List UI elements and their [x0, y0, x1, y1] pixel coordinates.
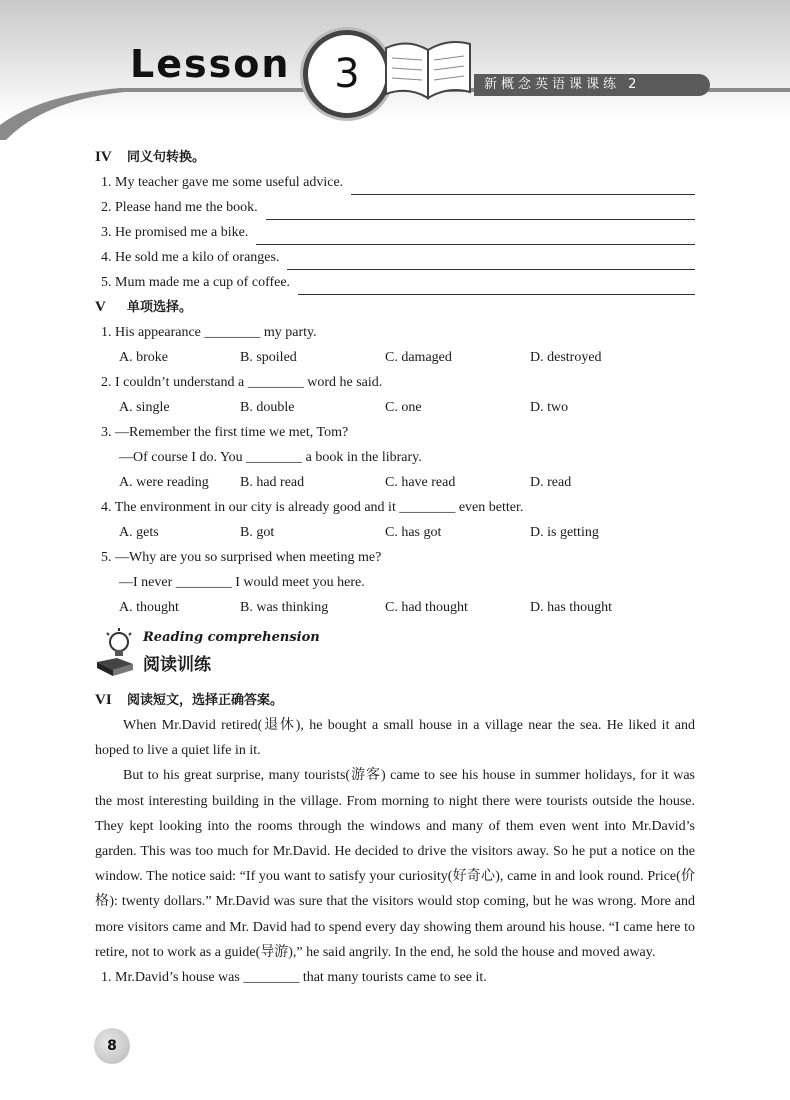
option-b[interactable]: B. was thinking: [240, 600, 329, 615]
question-stem: 4. The environment in our city is already good and it ________ even better.: [101, 500, 524, 515]
section-title: 阅读短文，选择正确答案。: [127, 693, 284, 708]
rewrite-sentence: 5. Mum made me a cup of coffee.: [101, 275, 291, 290]
passage-paragraph: When Mr.David retired(退休), he bought a small house in a village near the sea. He liked it and hoped to live a quiet life in it.: [95, 718, 695, 759]
reading-title-en: Reading comprehension: [143, 630, 320, 645]
option-row: [95, 345, 695, 370]
reading-passage: [95, 713, 695, 965]
question-3: [95, 420, 695, 495]
section-roman: VI: [95, 692, 112, 708]
option-c[interactable]: C. one: [385, 400, 422, 415]
option-a[interactable]: A. broke: [119, 350, 168, 365]
option-b[interactable]: B. spoiled: [240, 350, 297, 365]
option-a[interactable]: A. single: [119, 400, 170, 415]
option-d[interactable]: D. read: [530, 475, 572, 490]
question-1: [95, 320, 695, 370]
option-b[interactable]: B. got: [240, 525, 275, 540]
rewrite-item: [95, 220, 695, 245]
question-4: [95, 495, 695, 545]
section-roman: IV: [95, 149, 112, 165]
rewrite-sentence: 4. He sold me a kilo of oranges.: [101, 250, 280, 265]
option-a[interactable]: A. gets: [119, 525, 159, 540]
page-number: 8: [94, 1028, 130, 1064]
page-content: [95, 145, 695, 990]
option-c[interactable]: C. had thought: [385, 600, 468, 615]
question-stem: —Of course I do. You ________ a book in the library.: [119, 450, 422, 465]
reading-title-cn: 阅读训练: [143, 655, 211, 675]
answer-line[interactable]: [287, 252, 695, 270]
passage-paragraph: But to his great surprise, many tourists(游客) came to see his house in summer holidays, for it was the most interesting building in the village. From morning to night there were tourists outside the house. They kept looking into the rooms through the windows and many of them even went into Mr.David’s garden. This was too much for Mr.David. He decided to drive the visitors away. So he put a notice on the window. The notice said: “If you want to satisfy your curiosity(好奇心), came in and look round. Price(价格): twenty dollars.” Mr.David was sure that the visitors would stop coming, but he was wrong. More and more visitors came and Mr. David had to spend every day showing them around his house. “I came here to retire, not to work as a guide(导游),” he said angrily. In the end, he sold the house and moved away.: [95, 768, 695, 960]
option-d[interactable]: D. is getting: [530, 525, 599, 540]
section-v-heading: [95, 295, 695, 320]
section-roman: V: [95, 299, 106, 315]
series-title: 新概念英语课课练 2: [474, 74, 710, 96]
question-stem: 5. —Why are you so surprised when meeting me?: [101, 550, 382, 565]
option-b[interactable]: B. had read: [240, 475, 305, 490]
rewrite-item: [95, 170, 695, 195]
section-title: 单项选择。: [127, 300, 193, 315]
option-a[interactable]: A. thought: [119, 600, 179, 615]
page-header: [0, 0, 790, 140]
answer-line[interactable]: [298, 277, 695, 295]
answer-line[interactable]: [266, 202, 695, 220]
option-b[interactable]: B. double: [240, 400, 295, 415]
open-book-icon: [378, 36, 478, 106]
option-row: [95, 595, 695, 620]
option-row: [95, 470, 695, 495]
question-stem: —I never ________ I would meet you here.: [119, 575, 365, 590]
rewrite-sentence: 2. Please hand me the book.: [101, 200, 258, 215]
lesson-label: Lesson: [130, 42, 291, 86]
option-c[interactable]: C. has got: [385, 525, 442, 540]
rewrite-sentence: 3. He promised me a bike.: [101, 225, 249, 240]
rewrite-item: [95, 270, 695, 295]
rewrite-item: [95, 195, 695, 220]
section-iv-heading: [95, 145, 695, 170]
question-stem: 3. —Remember the first time we met, Tom?: [101, 425, 349, 440]
question-stem: 2. I couldn’t understand a ________ word he said.: [101, 375, 383, 390]
question-2: [95, 370, 695, 420]
option-d[interactable]: D. two: [530, 400, 569, 415]
question-stem: 1. His appearance ________ my party.: [101, 325, 317, 340]
option-a[interactable]: A. were reading: [119, 475, 209, 490]
option-row: [95, 520, 695, 545]
lesson-number-badge: 3: [303, 30, 391, 118]
lightbulb-book-icon: [95, 628, 135, 680]
option-c[interactable]: C. have read: [385, 475, 456, 490]
question-5: [95, 545, 695, 620]
rewrite-sentence: 1. My teacher gave me some useful advice.: [101, 175, 344, 190]
answer-line[interactable]: [256, 227, 695, 245]
option-row: [95, 395, 695, 420]
option-d[interactable]: D. destroyed: [530, 350, 602, 365]
reading-comprehension-banner: [95, 628, 695, 688]
option-c[interactable]: C. damaged: [385, 350, 452, 365]
answer-line[interactable]: [351, 177, 695, 195]
rewrite-item: [95, 245, 695, 270]
section-vi-heading: [95, 688, 695, 713]
section-title: 同义句转换。: [127, 150, 206, 165]
option-d[interactable]: D. has thought: [530, 600, 613, 615]
reading-question: 1. Mr.David’s house was ________ that many tourists came to see it.: [101, 970, 487, 986]
